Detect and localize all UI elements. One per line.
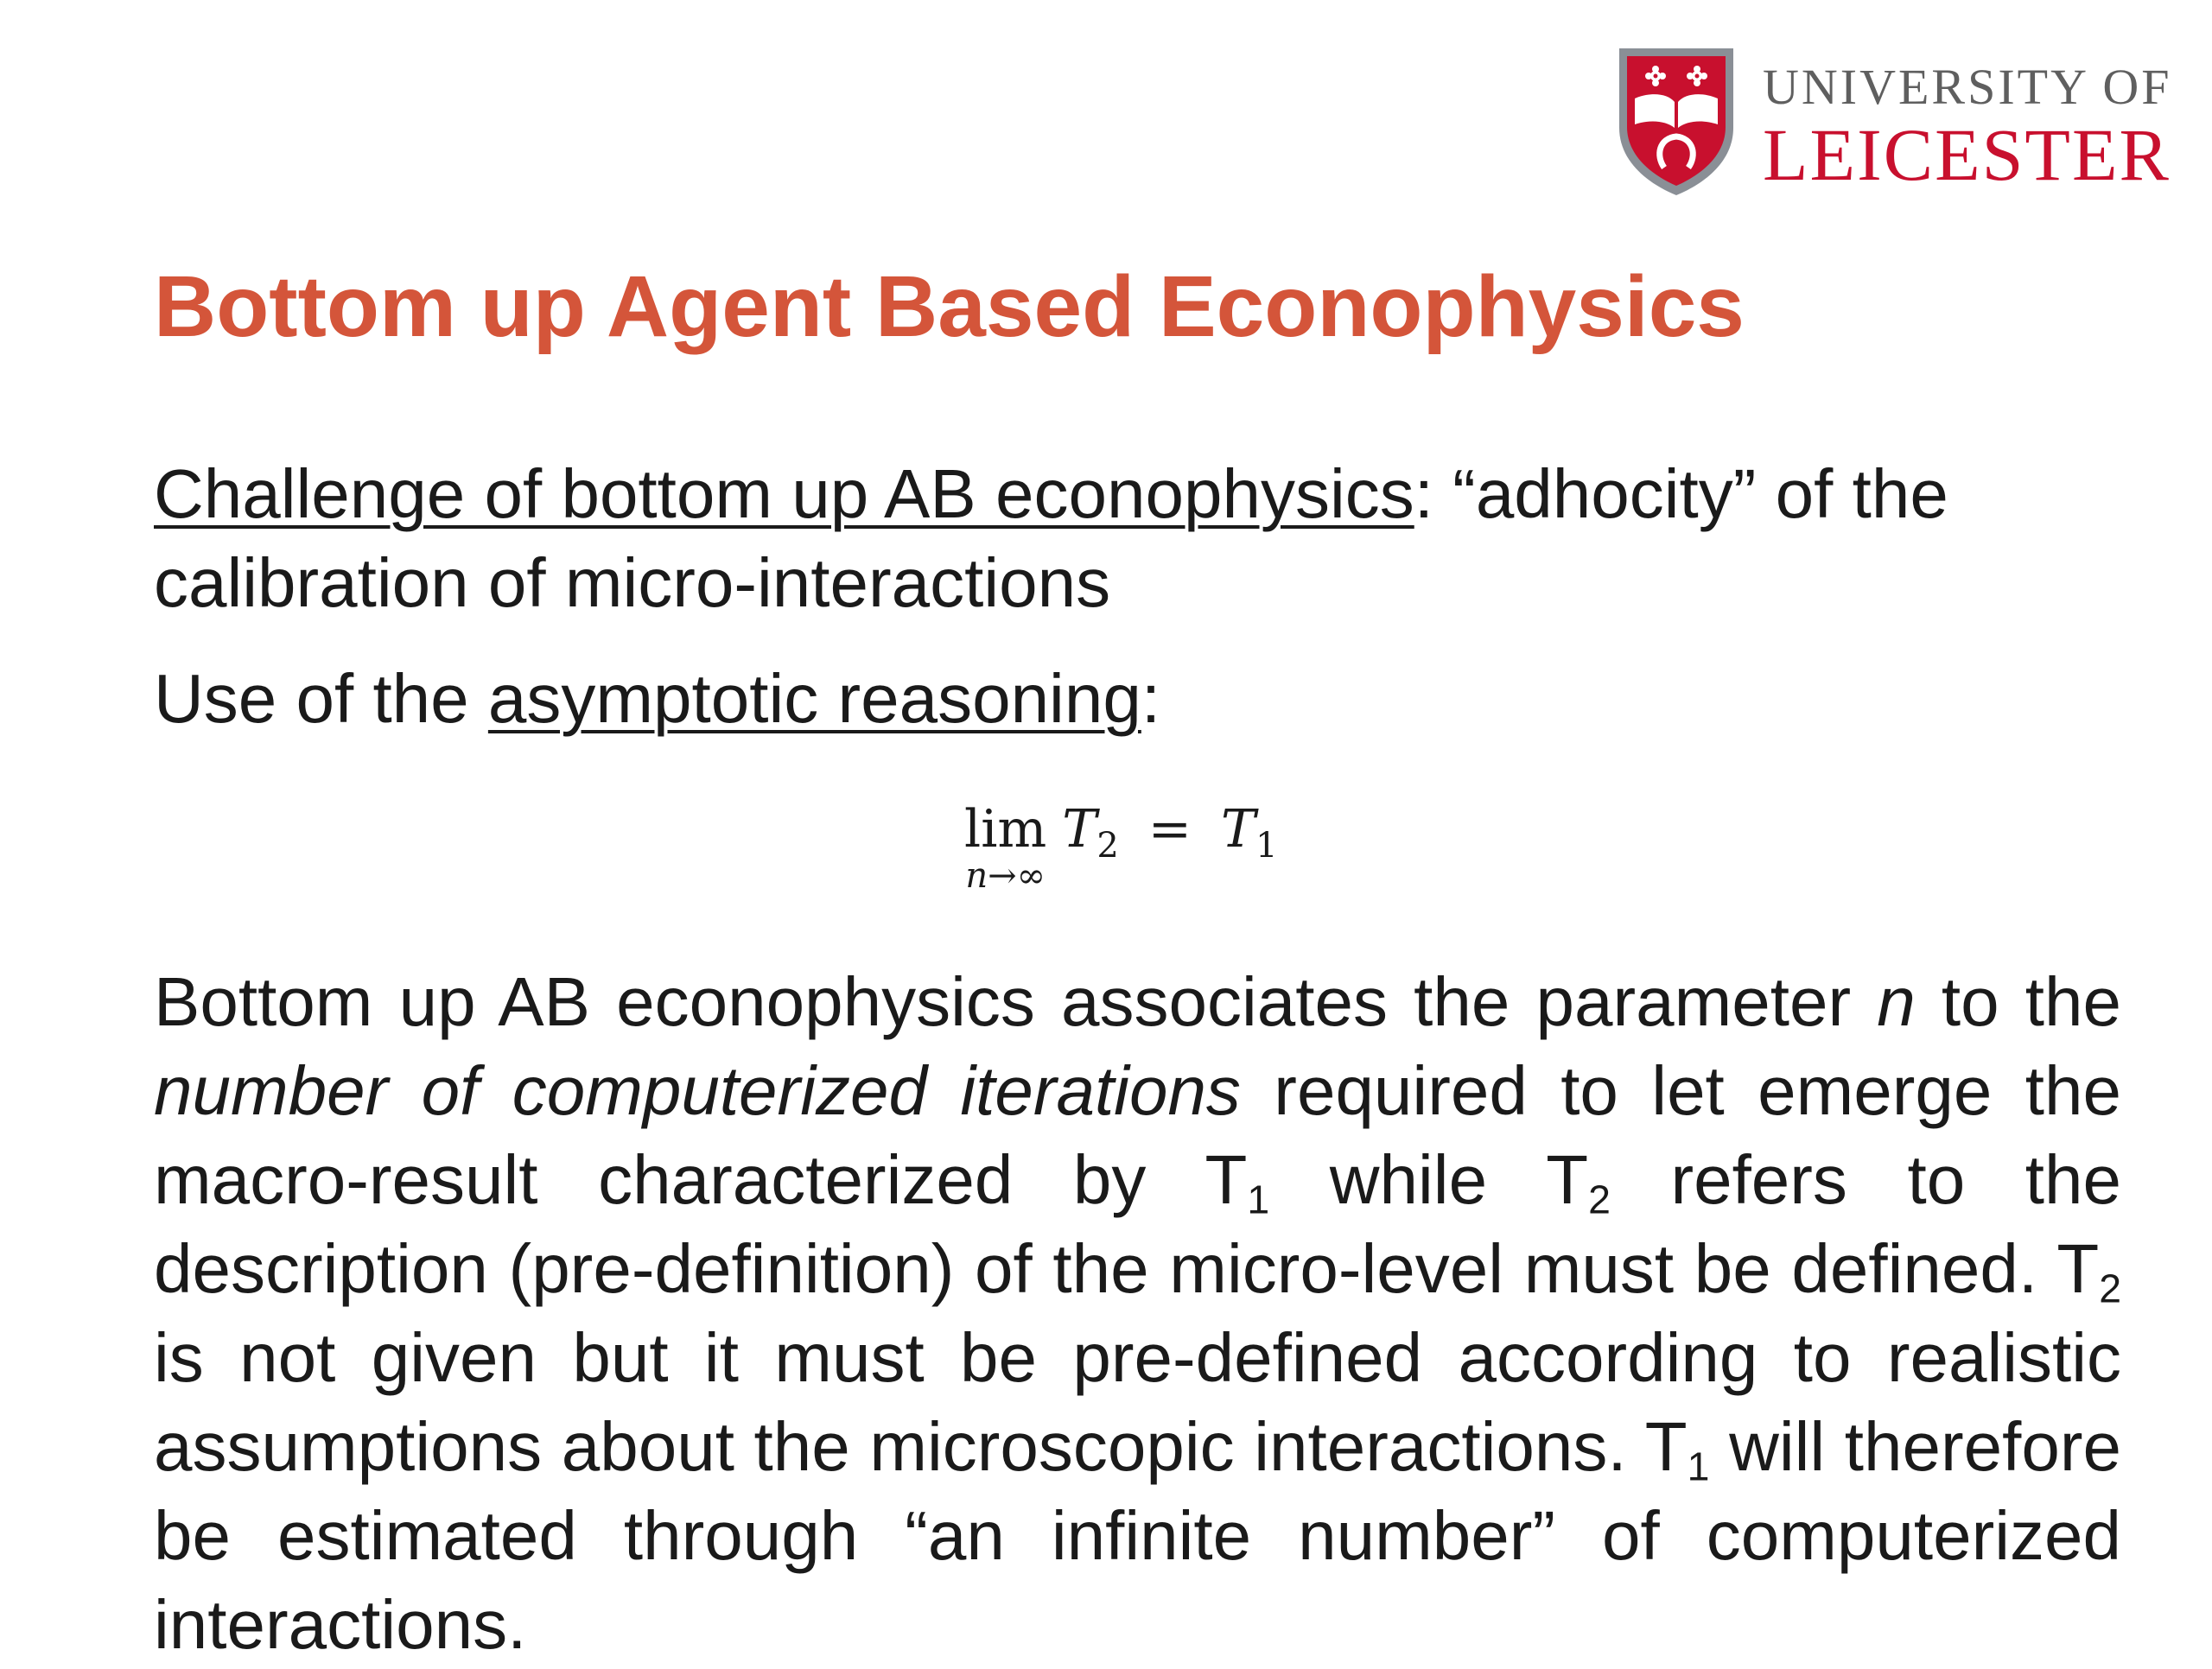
logo-line-university: UNIVERSITY OF <box>1763 59 2172 115</box>
limit-expression <box>1062 799 1277 866</box>
parameter-n: n <box>1877 963 1916 1040</box>
challenge-text: : “adhocity” of the <box>1414 455 1948 532</box>
subscript-2: 2 <box>1588 1177 1611 1222</box>
university-logo <box>1616 45 2171 199</box>
asymptotic-line <box>154 654 2121 743</box>
subscript-4: 1 <box>1687 1444 1710 1489</box>
lim-subscript: n→∞ <box>965 856 1046 896</box>
challenge-heading: Challenge of bottom up AB econophysics <box>154 455 1414 532</box>
formula-lhs-var: T <box>1062 799 1097 860</box>
logo-wordmark <box>1763 52 2172 196</box>
formula-rhs-sub: 1 <box>1255 826 1278 866</box>
slide-title: Bottom up Agent Based Econophysics <box>154 258 1745 355</box>
lim-operator <box>964 799 1046 896</box>
logo-line-leicester: LEICESTER <box>1763 113 2171 196</box>
challenge-line-1 <box>154 449 2121 538</box>
limit-formula <box>964 799 1278 896</box>
challenge-paragraph <box>154 449 2121 627</box>
asymptotic-prefix: Use of the <box>154 660 488 737</box>
explanation-text <box>154 957 2121 1669</box>
explanation-part-5: refers to the description (pre-definition) of the micro-level must be defined. T <box>154 1141 2121 1307</box>
asymptotic-reasoning-term: asymptotic reasoning <box>487 660 1141 737</box>
subscript-1: 1 <box>1247 1177 1270 1222</box>
explanation-paragraph <box>154 957 2121 1669</box>
asymptotic-suffix: : <box>1141 660 1161 737</box>
subscript-3: 2 <box>2099 1266 2121 1311</box>
formula-equals: = <box>1147 799 1192 860</box>
formula-lhs-sub: 2 <box>1096 826 1119 866</box>
explanation-part-3: required to let emerge the macro-result characterized by T <box>154 1052 2121 1218</box>
explanation-part-2: to the <box>1915 963 2122 1040</box>
explanation-part-6: is not given but it must be pre-defined according to realistic assumptions about the microscopic interactions. T <box>154 1319 2121 1485</box>
lim-word: lim <box>964 799 1047 860</box>
explanation-part-7: will therefore be estimated through “an infinite number” of computerized interactions. <box>154 1408 2121 1663</box>
challenge-line-2: calibration of micro-interactions <box>154 544 1111 621</box>
iterations-phrase: number of computerized iterations <box>154 1052 1241 1129</box>
formula-rhs-var: T <box>1221 799 1256 860</box>
explanation-part-1: Bottom up AB econophysics associates the parameter <box>154 963 1878 1040</box>
university-shield-icon <box>1616 45 1737 199</box>
explanation-part-4: while T <box>1269 1141 1589 1218</box>
asymptotic-paragraph <box>154 654 2121 743</box>
